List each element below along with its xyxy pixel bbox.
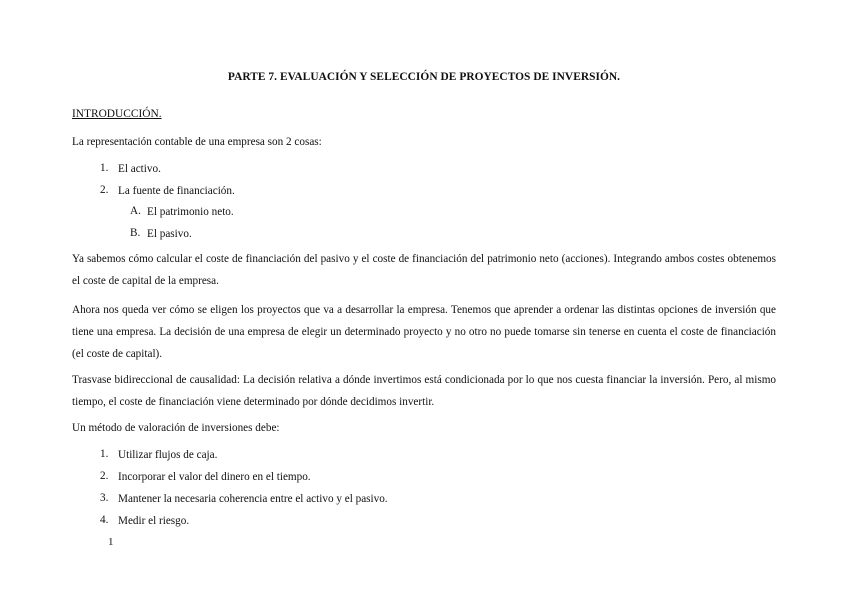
list-marker: 2. [100, 470, 109, 482]
paragraph: Ya sabemos cómo calcular el coste de financiación del pasivo y el coste de financiación del patrimonio neto (acciones). Integrando ambos costes obtenemos el coste de capital de la empresa. [72, 253, 776, 287]
paragraph: Un método de valoración de inversiones debe: [72, 422, 280, 434]
page-number: 1 [108, 536, 114, 548]
list-marker: 3. [100, 492, 109, 504]
list-item: La fuente de financiación. [118, 185, 235, 197]
list-item: El activo. [118, 163, 161, 175]
list-marker: 1. [100, 448, 109, 460]
list-item: Medir el riesgo. [118, 515, 190, 527]
document-title: PARTE 7. EVALUACIÓN Y SELECCIÓN DE PROYECTOS DE INVERSIÓN. [227, 71, 621, 83]
sublist-marker: A. [130, 205, 141, 217]
list-marker: 4. [100, 514, 109, 526]
list-item: Incorporar el valor del dinero en el tiempo. [118, 471, 311, 483]
paragraph: Ahora nos queda ver cómo se eligen los proyectos que va a desarrollar la empresa. Tenemos que aprender a ordenar las distintas opciones de inversión que tiene una empresa. La decisión de una empresa de elegir un determinado proyecto y no otro no puede tomarse sin tenerse en cuenta el coste de financiación (el coste de capital). [72, 304, 776, 360]
section-heading: INTRODUCCIÓN. [72, 108, 162, 120]
list-marker: 2. [100, 184, 109, 196]
intro-text: La representación contable de una empresa son 2 cosas: [72, 136, 322, 148]
list-item: Utilizar flujos de caja. [118, 449, 218, 461]
sublist-item: El patrimonio neto. [147, 206, 234, 218]
paragraph: Trasvase bidireccional de causalidad: La decisión relativa a dónde invertimos está condicionada por lo que nos cuesta financiar la inversión. Pero, al mismo tiempo, el coste de financiación viene determinado por dónde decidimos invertir. [72, 374, 776, 408]
list-marker: 1. [100, 162, 109, 174]
sublist-marker: B. [130, 227, 141, 239]
sublist-item: El pasivo. [147, 228, 192, 240]
list-item: Mantener la necesaria coherencia entre el activo y el pasivo. [118, 493, 388, 505]
